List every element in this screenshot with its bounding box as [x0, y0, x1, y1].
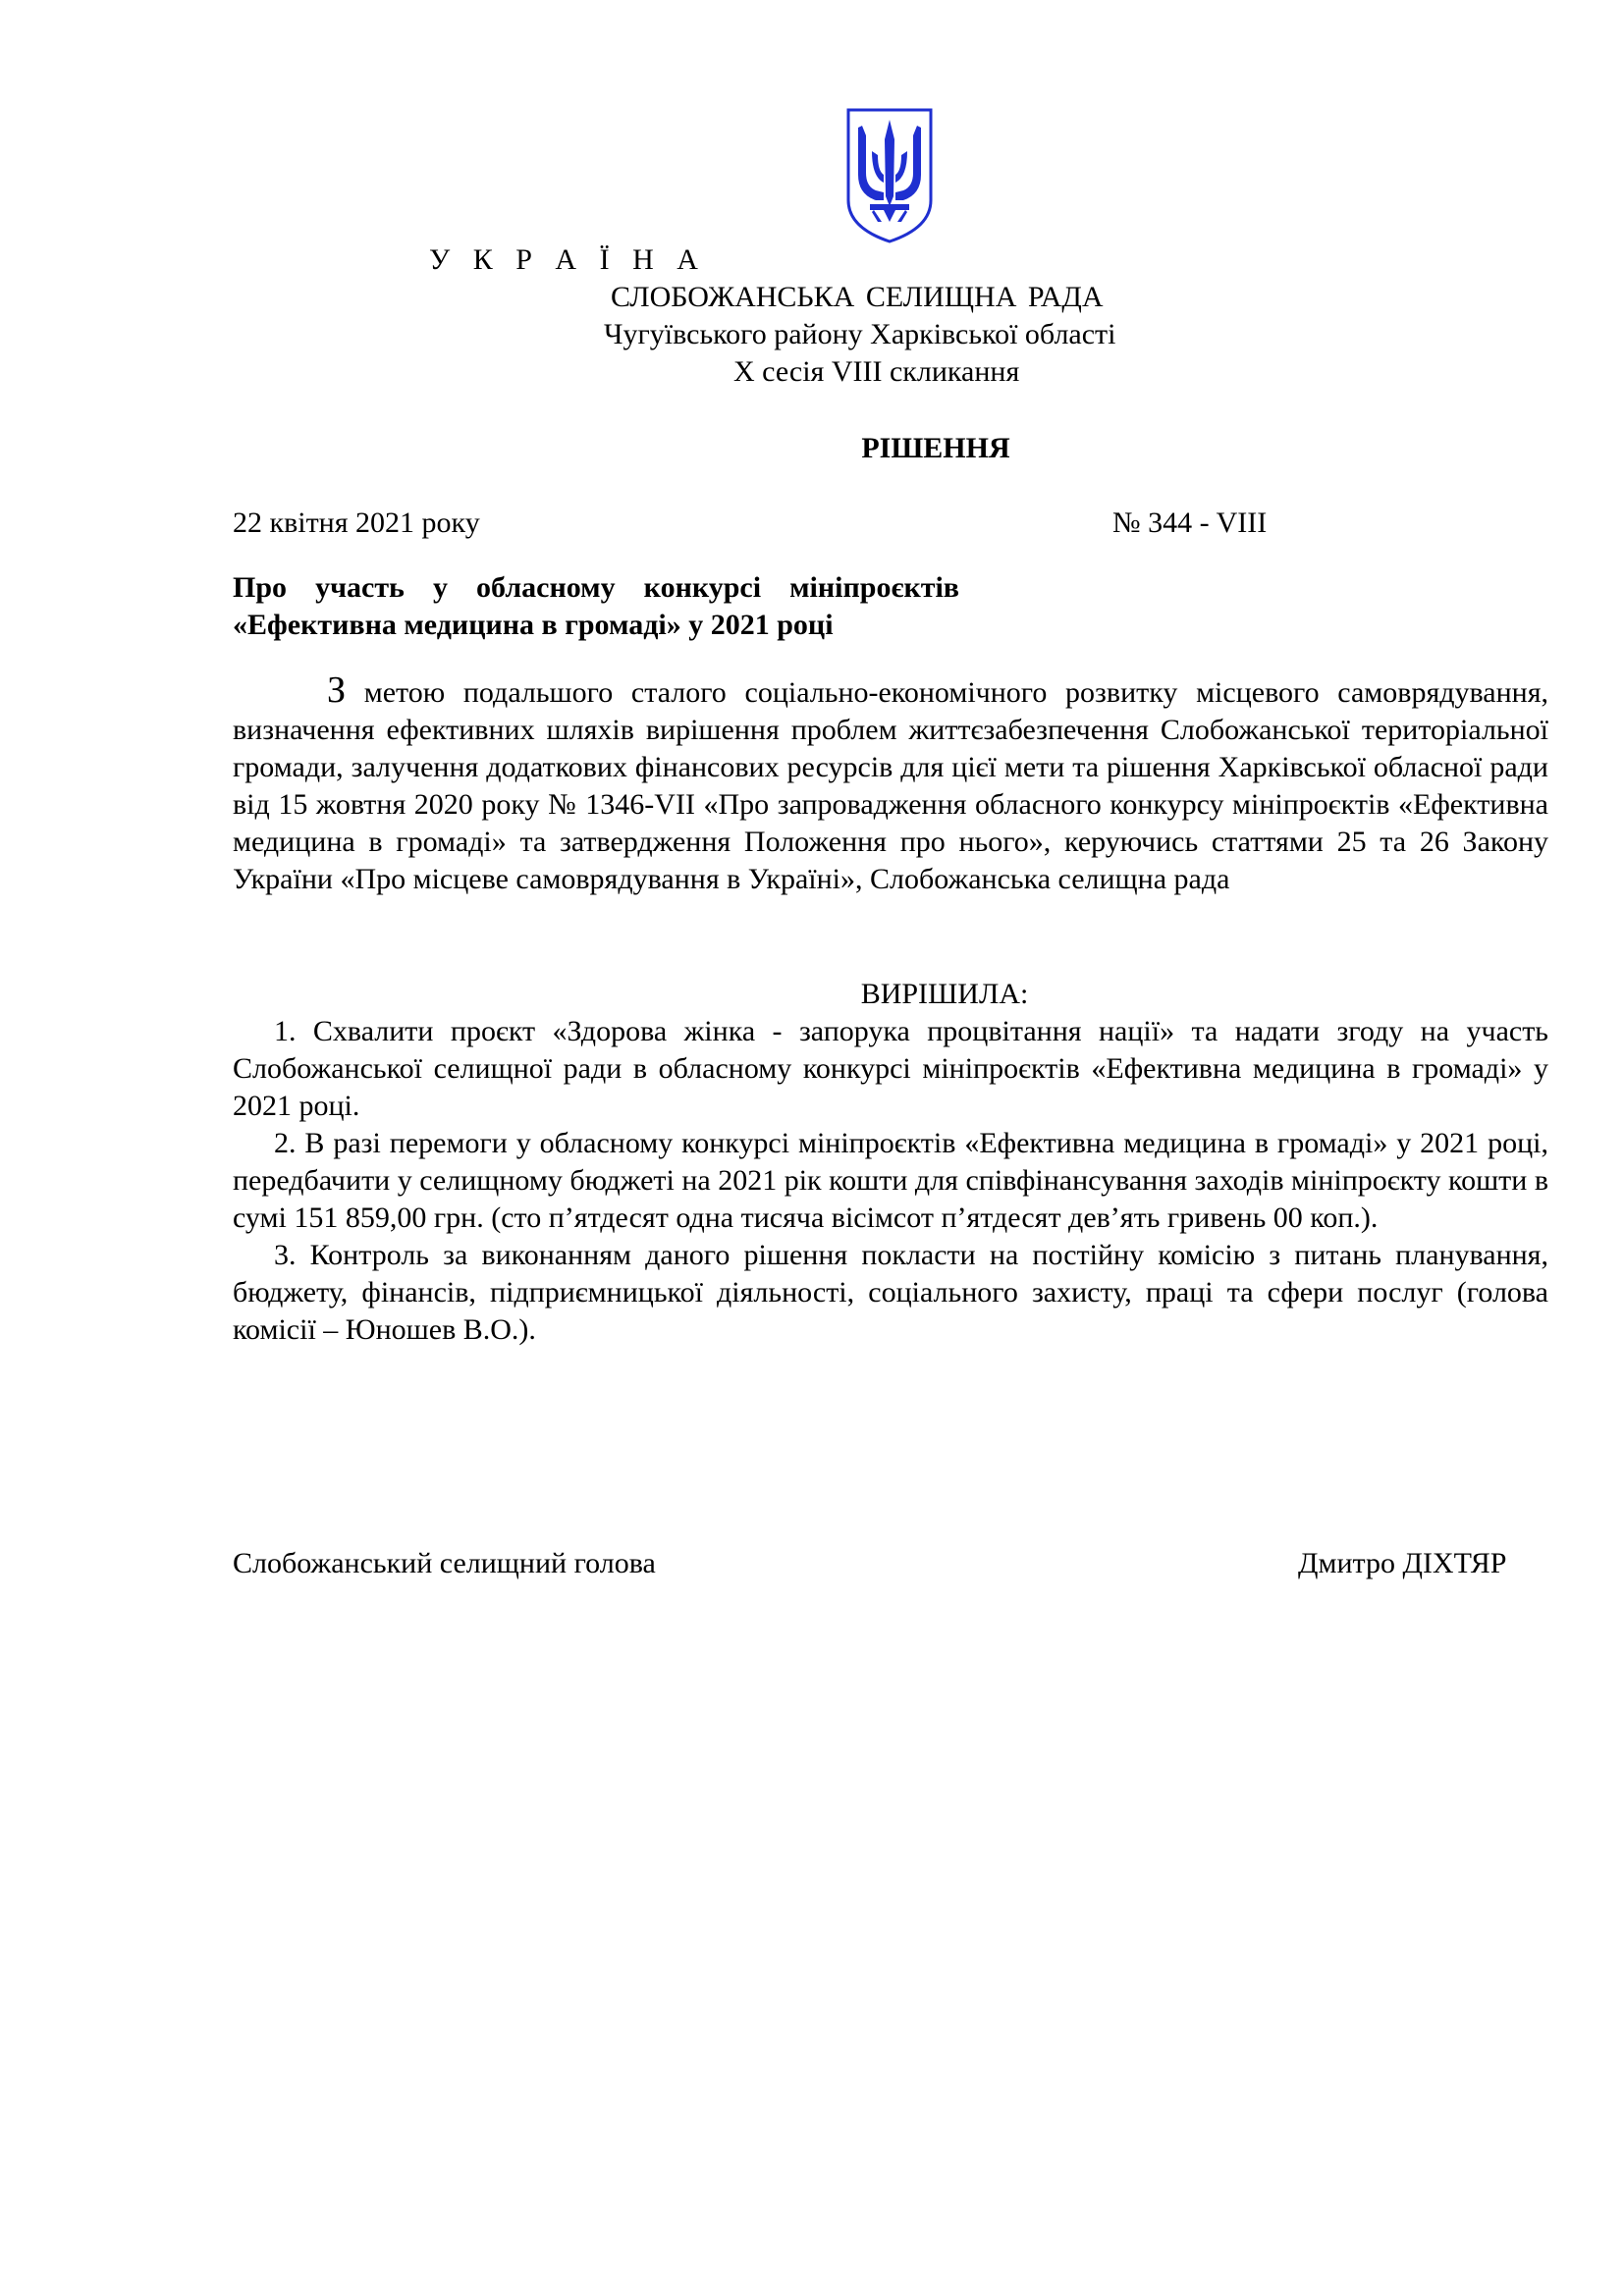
decision-item-2: 2. В разі перемоги у обласному конкурсі мініпроєктів «Ефективна медицина в громаді» у 2021 році, передбачити у селищному бюджеті на 2021 рік кошти для співфінансування заходів мініпроєкту кошти в сумі 151 859,00 грн. (сто п’ятдесят одна тисяча вісімсот п’ятдесят дев’ять гривень 00 коп.).	[233, 1127, 1548, 1234]
decision-item-3: 3. Контроль за виконанням даного рішення покласти на постійну комісію з питань планування, бюджету, фінансів, підприємницької діяльності, соціального захисту, праці та сфери послуг (голова комісії – Юношев В.О.).	[233, 1239, 1548, 1346]
signatory-title: Слобожанський селищний голова	[233, 1547, 656, 1579]
session-info: Х сесія VIII скликання	[733, 355, 1020, 388]
decision-items	[233, 1013, 1548, 1349]
decision-item-1: 1. Схвалити проєкт «Здорова жінка - запорука процвітання нації» та надати згоду на участь Слобожанської селищної ради в обласному конкурсі мініпроєктів «Ефективна медицина в громаді» у 2021 році.	[233, 1015, 1548, 1122]
signatory-name: Дмитро ДІХТЯР	[1298, 1547, 1507, 1579]
decision-date: 22 квітня 2021 року	[233, 507, 480, 539]
country-heading: У К Р А Ї Н А	[429, 243, 706, 276]
subject-line-1: Про участь у обласному конкурсі мініпроєктів	[233, 571, 959, 604]
decision-subject	[233, 569, 959, 644]
preamble-initial-letter: З	[327, 669, 347, 711]
decision-number: № 344 - VIII	[1112, 507, 1268, 539]
resolved-heading: ВИРІШИЛА:	[860, 978, 1029, 1010]
preamble-text: метою подальшого сталого соціально-економічного розвитку місцевого самоврядування, визначення ефективних шляхів вирішення проблем життєзабезпечення Слобожанської територіальної громади, залучення додаткових фінансових ресурсів для цієї мети та рішення Харківської обласної ради від 15 жовтня 2020 року № 1346-VII «Про запровадження обласного конкурсу мініпроєктів «Ефективна медицина в громаді» та затвердження Положення про нього», керуючись статтями 25 та 26 Закону України «Про місцеве самоврядування в Україні», Слобожанська селищна рада	[233, 676, 1548, 895]
subject-line-2: «Ефективна медицина в громаді» у 2021 році	[233, 609, 834, 641]
district-name: Чугуївського району Харківської області	[604, 318, 1116, 350]
council-name: СЛОБОЖАНСЬКА СЕЛИЩНА РАДА	[611, 281, 1104, 313]
preamble-paragraph	[233, 671, 1548, 898]
document-type-title: РІШЕННЯ	[861, 432, 1010, 464]
coat-of-arms-icon	[844, 106, 935, 245]
